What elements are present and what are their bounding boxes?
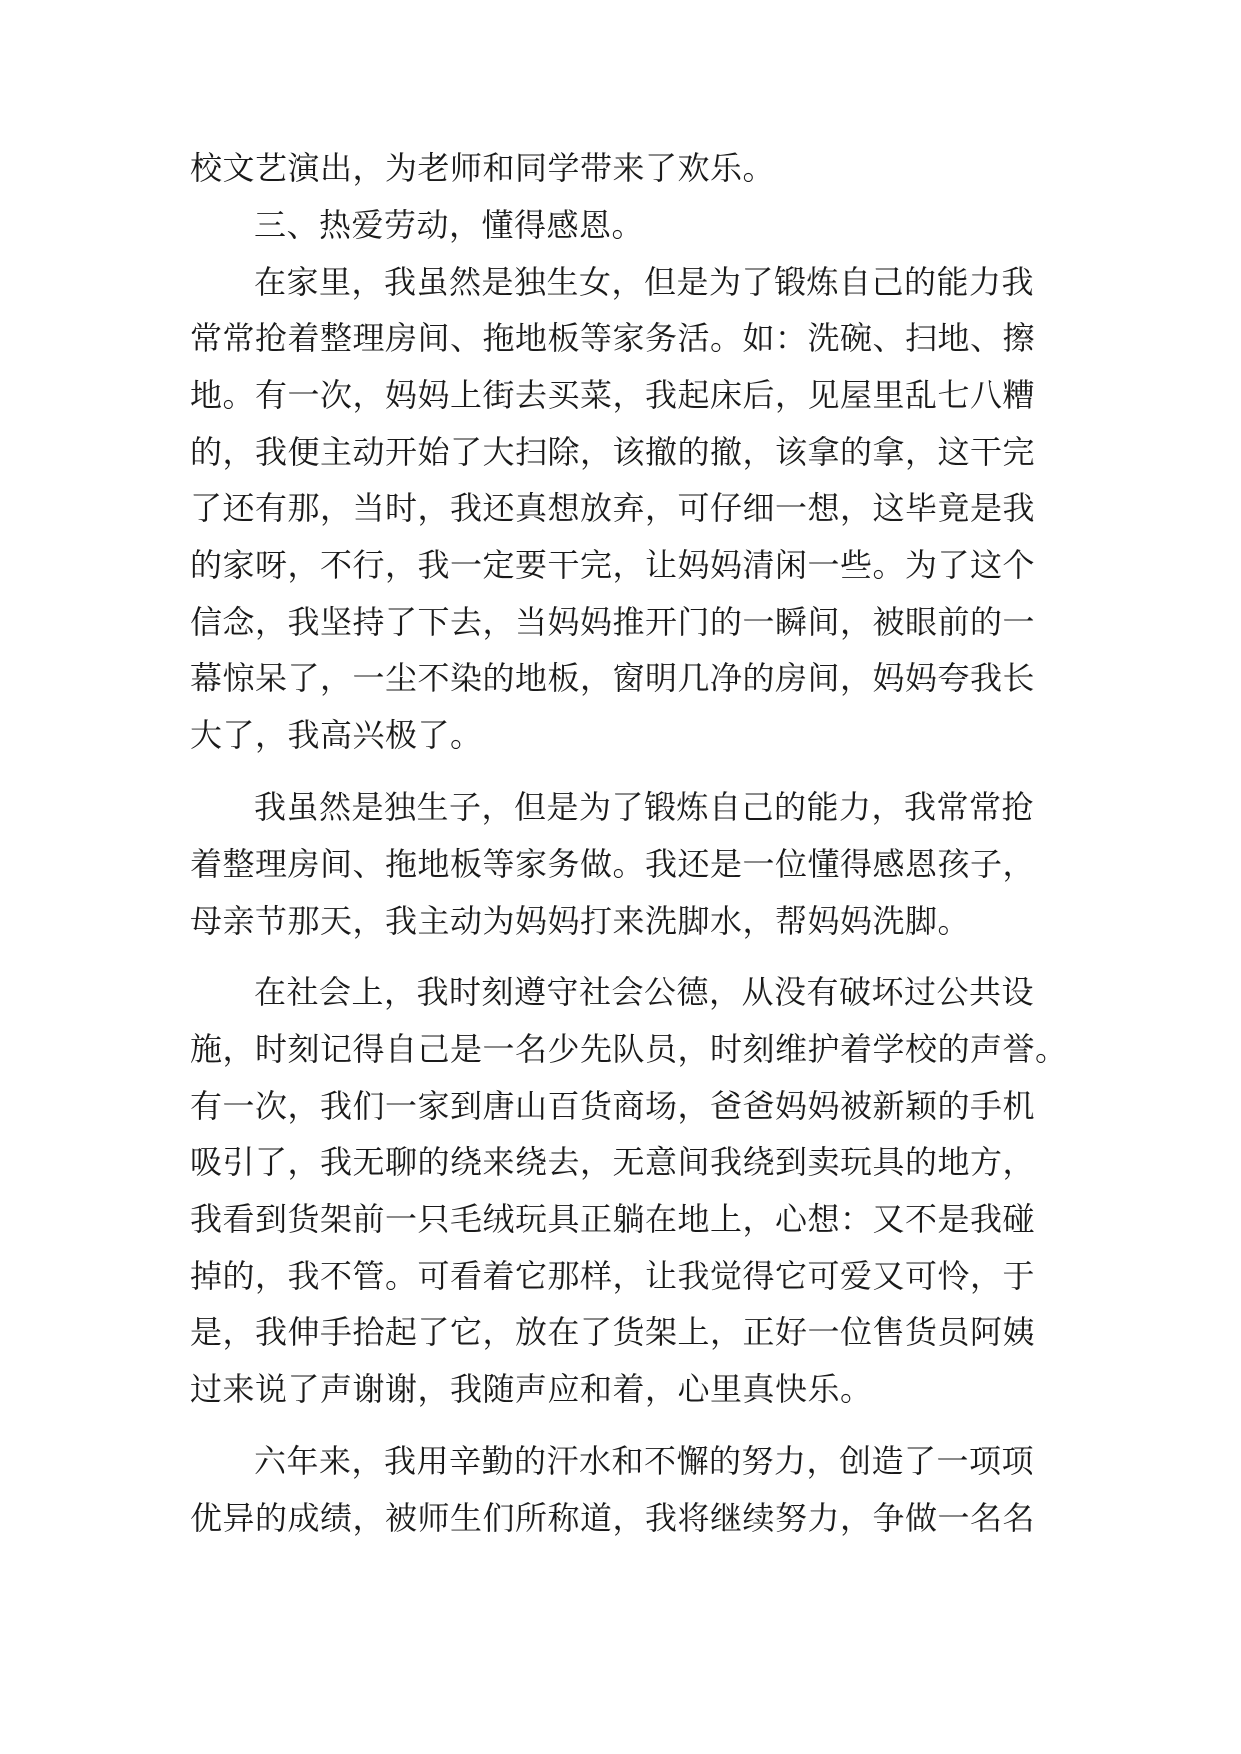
text-line: 是，我伸手拾起了它，放在了货架上，正好一位售货员阿姨 (190, 1313, 1036, 1351)
text-line: 校文艺演出，为老师和同学带来了欢乐。 (190, 149, 776, 187)
text-line: 我看到货架前一只毛绒玩具正躺在地上，心想：又不是我碰 (190, 1200, 1036, 1238)
text-line: 六年来，我用辛勤的汗水和不懈的努力，创造了一项项 (254, 1442, 1035, 1480)
text-line: 施，时刻记得自己是一名少先队员，时刻维护着学校的声誉。 (190, 1030, 1068, 1068)
text-line: 母亲节那天，我主动为妈妈打来洗脚水，帮妈妈洗脚。 (190, 902, 971, 940)
text-line: 的家呀，不行，我一定要干完，让妈妈清闲一些。为了这个 (190, 546, 1036, 584)
text-line: 幕惊呆了，一尘不染的地板，窗明几净的房间，妈妈夸我长 (190, 659, 1036, 697)
text-line: 过来说了声谢谢，我随声应和着，心里真快乐。 (190, 1370, 873, 1408)
text-line: 有一次，我们一家到唐山百货商场，爸爸妈妈被新颖的手机 (190, 1087, 1036, 1125)
text-line: 常常抢着整理房间、拖地板等家务活。如：洗碗、扫地、擦 (190, 319, 1036, 357)
text-line: 大了，我高兴极了。 (190, 716, 483, 754)
text-line: 地。有一次，妈妈上街去买菜，我起床后，见屋里乱七八糟 (190, 376, 1036, 414)
text-line: 吸引了，我无聊的绕来绕去，无意间我绕到卖玩具的地方， (190, 1143, 1036, 1181)
text-line: 在家里，我虽然是独生女，但是为了锻炼自己的能力我 (254, 263, 1035, 301)
text-line: 我虽然是独生子，但是为了锻炼自己的能力，我常常抢 (254, 788, 1035, 826)
text-line: 的，我便主动开始了大扫除，该撤的撤，该拿的拿，这干完 (190, 433, 1036, 471)
text-line: 了还有那，当时，我还真想放弃，可仔细一想，这毕竟是我 (190, 489, 1036, 527)
text-line: 信念，我坚持了下去，当妈妈推开门的一瞬间，被眼前的一 (190, 603, 1036, 641)
section-heading: 三、热爱劳动，懂得感恩。 (254, 206, 645, 244)
text-line: 掉的，我不管。可看着它那样，让我觉得它可爱又可怜，于 (190, 1257, 1036, 1295)
text-line: 在社会上，我时刻遵守社会公德，从没有破坏过公共设 (254, 973, 1035, 1011)
text-line: 着整理房间、拖地板等家务做。我还是一位懂得感恩孩子， (190, 845, 1036, 883)
text-line: 优异的成绩，被师生们所称道，我将继续努力，争做一名名 (190, 1499, 1036, 1537)
